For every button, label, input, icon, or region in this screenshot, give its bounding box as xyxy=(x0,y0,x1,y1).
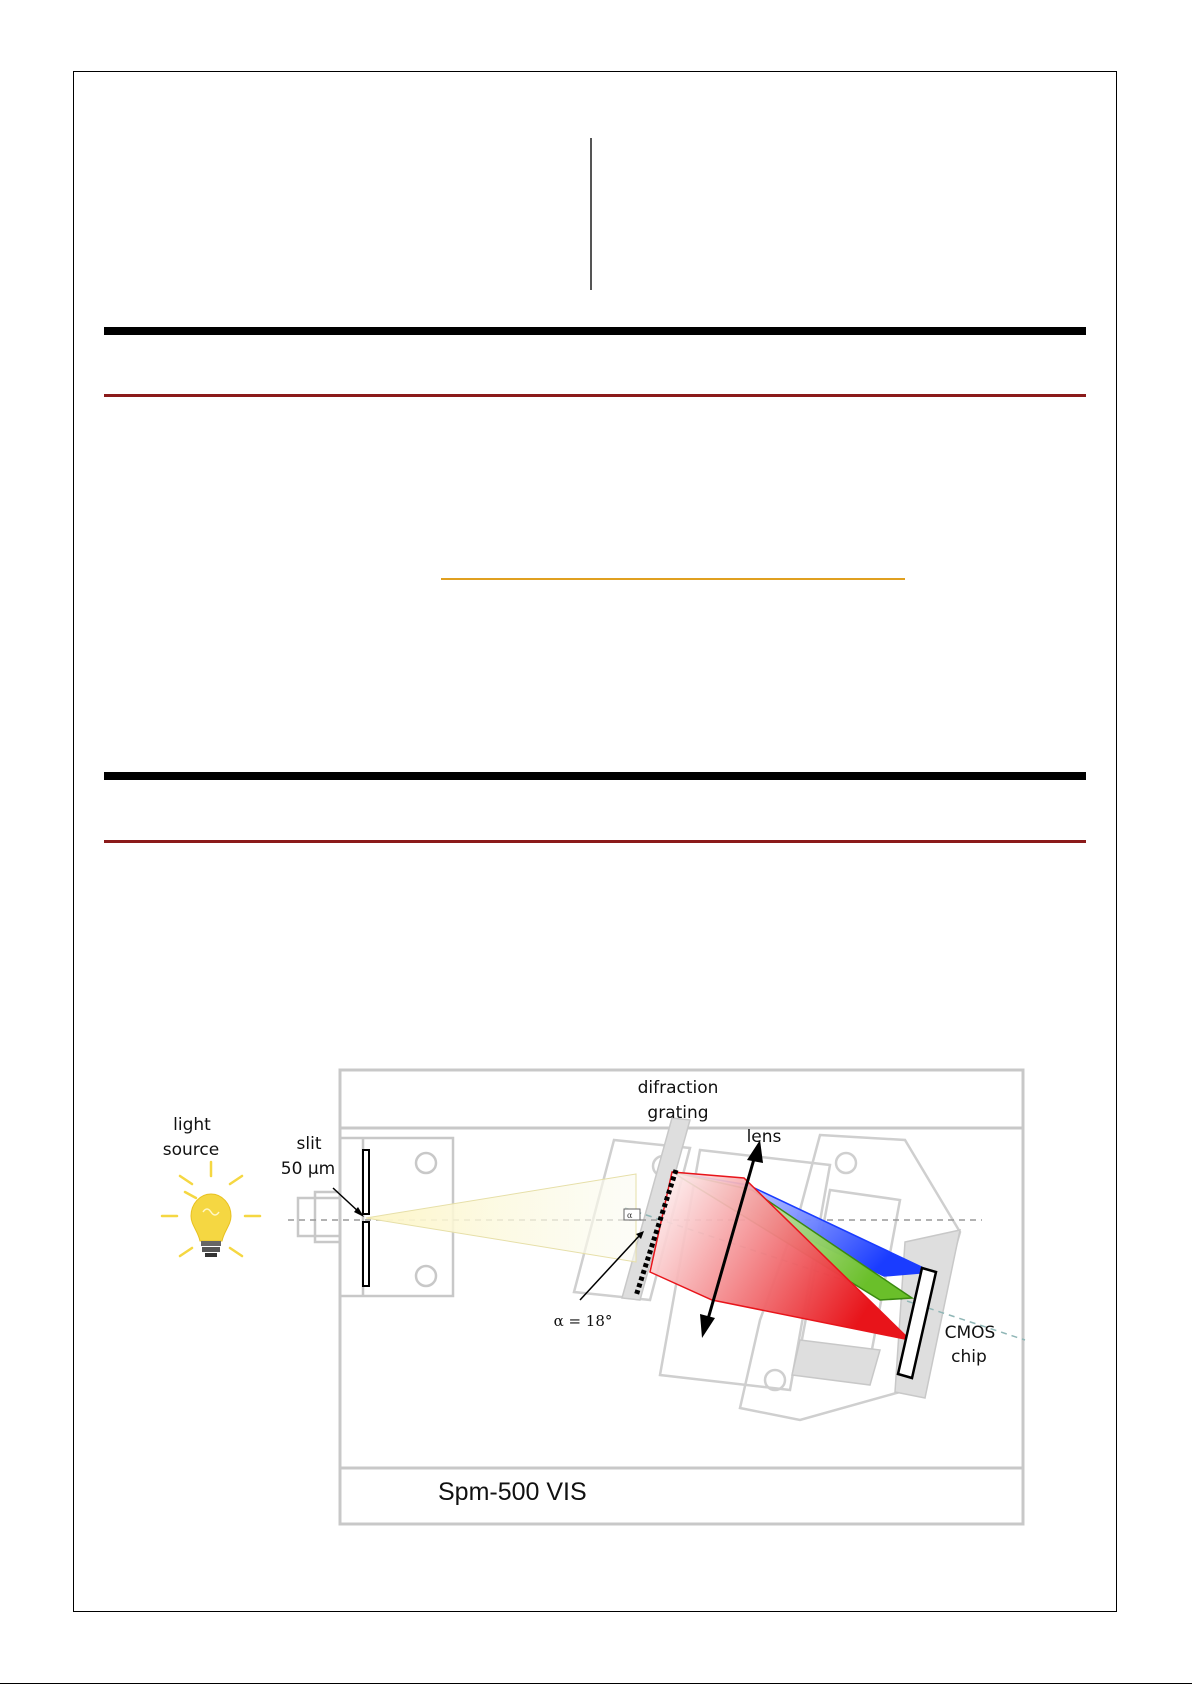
angle-small-label: α xyxy=(627,1211,633,1220)
light-source-label-2: source xyxy=(162,1140,220,1160)
angle-label: α = 18° xyxy=(553,1312,613,1330)
cmos-label-2: chip xyxy=(951,1347,987,1367)
incoming-beam xyxy=(366,1174,636,1262)
angle-marker xyxy=(624,1209,640,1220)
bottom-rule xyxy=(0,1683,1192,1684)
slit-label-1: slit xyxy=(296,1134,322,1154)
lens-label: lens xyxy=(746,1127,782,1147)
light-source-label-1: light xyxy=(173,1115,211,1135)
grating-label-2: grating xyxy=(647,1103,709,1123)
grating-label-1: difraction xyxy=(637,1078,719,1098)
cmos-label-1: CMOS xyxy=(944,1323,996,1343)
light-bulb-icon xyxy=(162,1162,260,1257)
model-label: Spm-500 VIS xyxy=(438,1478,587,1506)
slit-label-2: 50 µm xyxy=(280,1159,336,1179)
